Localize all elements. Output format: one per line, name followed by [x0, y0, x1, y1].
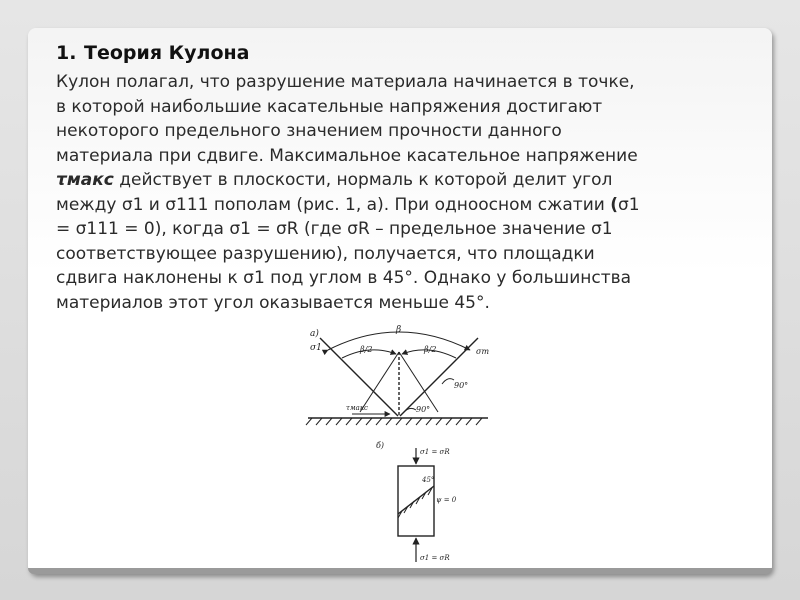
shear-hatching — [398, 488, 432, 518]
paragraph-line-end: σ1 — [618, 194, 640, 215]
ground-hatching — [306, 418, 482, 425]
label-angle-90: 90° — [454, 381, 469, 390]
label-sigma-m: σm — [476, 347, 490, 356]
paragraph-line: сдвига наклонены к σ1 под углом в 45°. Однако у большинства — [56, 268, 632, 288]
paragraph-line: = σ111 = 0), когда σ1 = σR (где σR – предельное значение σ1 — [56, 219, 613, 239]
title-number: 1. — [56, 42, 77, 64]
paragraph-line-text: между σ1 и σ111 пополам (рис. 1, а). При одноосном сжатии — [56, 194, 611, 215]
label-b: б) — [376, 441, 385, 450]
paragraph — [56, 70, 756, 315]
label-psi: ψ = 0 — [436, 496, 457, 504]
label-a: а) — [310, 329, 319, 339]
paragraph-line: Кулон полагал, что разрушение материала начинается в точке, — [56, 72, 635, 92]
angle-90-mark — [442, 379, 454, 384]
bold-paren: ( — [610, 194, 618, 215]
coulomb-figure — [292, 322, 502, 564]
shear-plane — [398, 486, 434, 514]
title-text: Теория Кулона — [84, 42, 250, 64]
label-beta-half-right: β/2 — [424, 345, 437, 354]
angle-90-base-mark — [404, 408, 416, 412]
label-angle-45: 45° — [422, 476, 435, 484]
paragraph-line — [56, 193, 756, 218]
paragraph-line: некоторого предельного значением прочности данного — [56, 121, 562, 141]
plane-right — [400, 338, 478, 416]
label-tau-max: τмакс — [346, 404, 368, 412]
paragraph-line: материалов этот угол оказывается меньше 45°. — [56, 292, 490, 313]
card-bottom-edge — [28, 568, 772, 574]
normal-left — [360, 352, 399, 412]
paragraph-line: материала при сдвиге. Максимальное касательное напряжение — [56, 145, 638, 166]
slide-title — [56, 42, 249, 64]
paragraph-line-rest: действует в плоскости, нормаль к которой делит угол — [113, 170, 613, 190]
paragraph-line — [56, 168, 756, 193]
label-sigma-top: σ1 = σR — [420, 448, 450, 456]
coulomb-diagram — [292, 322, 502, 564]
label-sigma1: σ1 — [310, 343, 322, 353]
normal-right — [399, 352, 438, 412]
label-sigma-bottom: σ1 = σR — [420, 554, 450, 562]
label-beta: β — [396, 325, 402, 335]
label-beta-half-left: β/2 — [360, 345, 373, 354]
paragraph-line: соответствующее разрушению), получается, что площадки — [56, 243, 595, 264]
label-angle-90-base: 90° — [416, 405, 431, 414]
paragraph-line: в которой наибольшие касательные напряжения достигают — [56, 96, 603, 117]
tau-max-term: τмакс — [56, 170, 114, 190]
